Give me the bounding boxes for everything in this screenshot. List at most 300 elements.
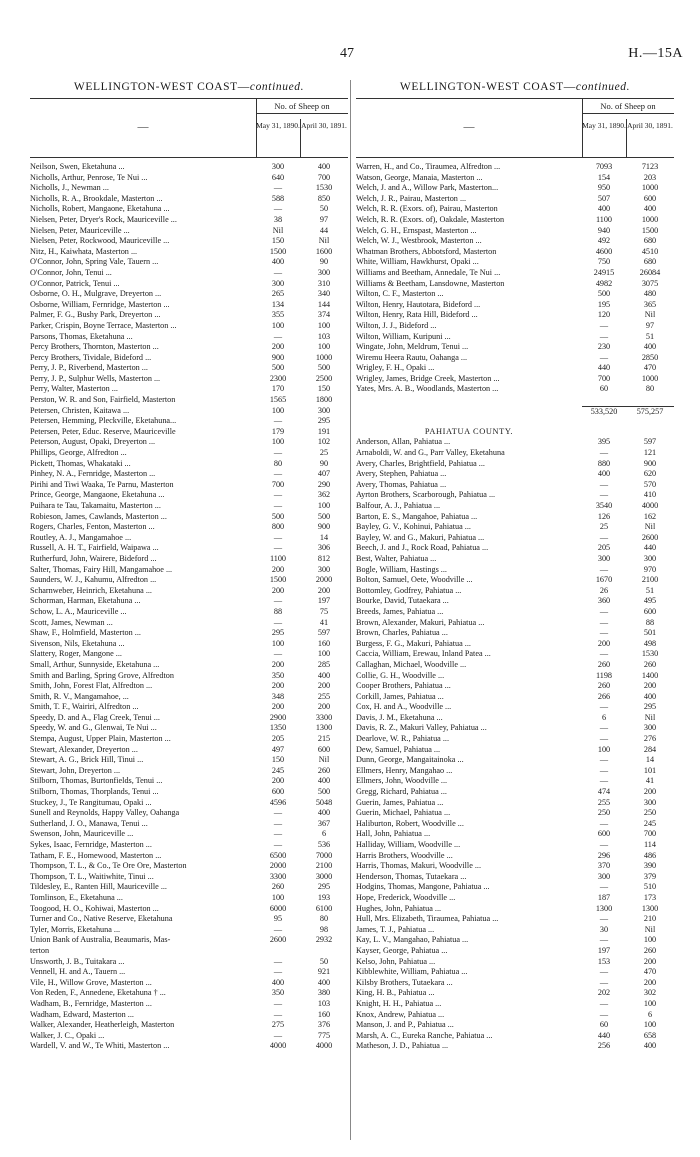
sheep-count-1891: 1000 (641, 373, 659, 383)
sheep-count-1891: 498 (643, 638, 657, 648)
owner-name: PAHIATUA COUNTY. (424, 426, 514, 436)
sheep-count-1890: 260 (597, 681, 611, 691)
sheep-count-1891: 495 (643, 596, 657, 606)
sheep-count-1891: 7000 (315, 850, 333, 860)
owner-name: Burgess, F. G., Makuri, Pahiatua ... (356, 638, 471, 648)
sheep-count-1890: 200 (271, 702, 285, 712)
sheep-count-1891: 98 (319, 924, 329, 934)
sheep-count-1891: 680 (643, 236, 657, 246)
section-heading (356, 427, 674, 438)
table-row (30, 851, 348, 862)
date-header-1891: April 30, 1891. (627, 121, 673, 130)
owner-name: Whatman Brothers, Abbotsford, Masterton (356, 246, 497, 256)
sheep-count-1890: 500 (271, 511, 285, 521)
sheep-count-1891: 80 (319, 914, 329, 924)
table-row (356, 480, 674, 491)
sheep-count-1891: 50 (319, 204, 329, 214)
sheep-count-1891: 470 (643, 363, 657, 373)
table-row (356, 448, 674, 459)
table-row (356, 268, 674, 279)
table-row (30, 957, 348, 968)
sheep-count-1891: 850 (317, 193, 331, 203)
sheep-count-1890: 440 (597, 363, 611, 373)
sheep-count-1891: 88 (645, 617, 655, 627)
table-row (356, 194, 674, 205)
table-row (30, 247, 348, 258)
table-row (356, 289, 674, 300)
table-row (30, 490, 348, 501)
sheep-count-1890: 4596 (269, 797, 287, 807)
table-row (30, 596, 348, 607)
sheep-count-1890: 200 (597, 638, 611, 648)
owner-name: Wiremu Heera Rautu, Oahanga ... (356, 352, 468, 362)
sheep-count-1891: 600 (317, 744, 331, 754)
table-row (30, 1041, 348, 1052)
sheep-count-1891: 410 (643, 490, 657, 500)
sheep-count-1890: 195 (597, 299, 611, 309)
owner-name: Prince, George, Mangaone, Eketahuna ... (30, 490, 165, 500)
owner-name: Wadham, B., Fernridge, Masterton ... (30, 998, 152, 1008)
sheep-count-1891: 4000 (641, 501, 659, 510)
owner-name: Rogers, Charles, Fenton, Masterton ... (30, 522, 155, 532)
table-row (30, 692, 348, 703)
table-row (356, 649, 674, 660)
sheep-count-1891: Nil (644, 712, 656, 722)
sheep-count-1890: 300 (597, 871, 611, 881)
table-row (356, 755, 674, 766)
table-row (30, 946, 348, 957)
owner-name: Wrigley, F. H., Opaki ... (356, 363, 435, 373)
owner-name: Salter, Thomas, Fairy Hill, Mangamahoe ... (30, 564, 173, 574)
sheep-count-1891: 193 (317, 892, 331, 902)
owner-name: Anderson, Allan, Pahiatua ... (356, 437, 451, 447)
sheep-count-1891: 1800 (315, 395, 333, 405)
owner-name: Hughes, John, Pahiatua ... (356, 903, 442, 913)
sheep-count-1891: 3300 (315, 712, 333, 722)
sheep-count-1890: — (599, 840, 609, 849)
table-row (30, 427, 348, 438)
sheep-count-1890: — (273, 501, 283, 510)
owner-name: Warren, H., and Co., Tiraumea, Alfredton ... (356, 162, 501, 171)
owner-name: Welch, J. R., Pairau, Masterton ... (356, 193, 467, 203)
sheep-count-1890: — (273, 956, 283, 966)
sheep-count-1891: 362 (317, 490, 331, 500)
sheep-count-1891: 14 (645, 755, 655, 765)
sheep-count-1890: — (599, 617, 609, 627)
sheep-count-1890: 256 (597, 1041, 611, 1051)
owner-name: Tildesley, E., Ranten Hill, Mauriceville ... (30, 882, 167, 892)
sheep-count-1890: — (273, 183, 283, 193)
table-row (356, 681, 674, 692)
owner-name: Welch, R. R. (Exors. of), Pairau, Masterton (356, 204, 498, 214)
sheep-count-1890: 1500 (269, 246, 287, 256)
owner-name: Sunell and Reynolds, Happy Valley, Oahanga (30, 808, 180, 818)
owner-name: Vennell, H. and A., Tauern ... (30, 967, 126, 977)
sheep-count-1891: 295 (643, 702, 657, 712)
owner-name: Sykes, Isaac, Fernridge, Masterton ... (30, 840, 152, 849)
table-row (30, 1031, 348, 1042)
sheep-count-1890: 200 (271, 659, 285, 669)
table-row (356, 522, 674, 533)
owner-name: Corkill, James, Pahiatua ... (356, 691, 444, 701)
owner-name: Gregg, Richard, Pahiatua ... (356, 787, 447, 797)
sheep-count-1890 (256, 946, 300, 957)
sheep-count-1890: — (273, 267, 283, 277)
sheep-count-1890: 3300 (269, 871, 287, 881)
date-header-1890: May 31, 1890. (256, 121, 300, 130)
sheep-count-1890: 400 (597, 469, 611, 479)
sheep-header: No. of Sheep on (582, 101, 674, 114)
owner-name: Scott, James, Newman ... (30, 617, 113, 627)
owner-name: James, T. J., Pahiatua ... (356, 924, 435, 934)
table-row (30, 554, 348, 565)
sheep-count-1891: 197 (317, 596, 331, 606)
table-row (30, 353, 348, 364)
sheep-count-1890: 30 (599, 924, 609, 934)
sheep-count-1890: — (599, 776, 609, 786)
table-row (356, 586, 674, 597)
owner-name: Avery, Stephen, Pahiatua ... (356, 469, 447, 479)
sheep-count-1891: 200 (317, 681, 331, 691)
owner-name: Kilsby Brothers, Tutaekara ... (356, 977, 453, 987)
table-row (356, 639, 674, 650)
date-header-1891: April 30, 1891. (301, 121, 347, 130)
table-row (30, 607, 348, 618)
owner-name: Brown, Charles, Pahiatua ... (356, 628, 448, 638)
sheep-count-1890: 245 (271, 765, 285, 775)
sheep-count-1890: 260 (271, 882, 285, 892)
owner-name: Petersen, Hemming, Pleckville, Eketahuna... (30, 416, 177, 426)
owner-name: Matheson, J. D., Pahiatua ... (356, 1041, 449, 1051)
owner-name (356, 416, 582, 427)
sheep-count-1891: 191 (317, 426, 331, 436)
sheep-count-1891: 400 (317, 977, 331, 987)
sheep-count-1890: 100 (597, 744, 611, 754)
table-row (356, 384, 674, 395)
owner-name: Nicholls, J., Newman ... (30, 183, 109, 193)
sheep-count-1890: 100 (271, 892, 285, 902)
sheep-count-1891: 2000 (315, 575, 333, 585)
sheep-count-1891: 812 (317, 553, 331, 563)
sheep-count-1891 (626, 416, 674, 427)
sheep-count-1890: 2900 (269, 712, 287, 722)
sheep-count-1890 (582, 427, 626, 438)
owner-name: Haliburton, Robert, Woodville ... (356, 818, 464, 828)
sheep-count-1891: 2932 (315, 935, 333, 945)
owner-name: Tatham, F. E., Homewood, Masterton ... (30, 850, 162, 860)
sheep-count-1891: 900 (317, 522, 331, 532)
table-row (30, 798, 348, 809)
sheep-count-1891: 260 (643, 945, 657, 955)
sheep-count-1890: 150 (271, 755, 285, 765)
table-row (356, 925, 674, 936)
owner-name: Nicholls, R. A., Brookdale, Masterton ... (30, 193, 163, 203)
owner-name: Stilborn, Thomas, Burtonfields, Tenui ... (30, 776, 163, 786)
table-row (356, 914, 674, 925)
owner-name: Williams & Beetham, Lansdowne, Masterton (356, 278, 505, 288)
table-row (356, 469, 674, 480)
table-row (30, 808, 348, 819)
owner-name: Wilton, Henry, Hautotara, Bideford ... (356, 299, 481, 309)
sheep-count-1890: 38 (273, 214, 283, 224)
sheep-count-1891: 90 (319, 458, 329, 468)
owner-name (356, 406, 582, 417)
sheep-count-1890: — (599, 734, 609, 744)
table-row (356, 310, 674, 321)
sheep-count-1890: 300 (271, 278, 285, 288)
owner-name: Speedy, D. and A., Flag Creek, Tenui ... (30, 712, 160, 722)
sheep-count-1890: 7093 (595, 162, 613, 171)
owner-name: Kibblewhite, William, Pahiatua ... (356, 967, 468, 977)
sheep-count-1890: 395 (597, 437, 611, 447)
table-row (356, 204, 674, 215)
table-row (356, 279, 674, 290)
owner-name: Collie, G. H., Woodville ... (356, 670, 445, 680)
sheep-count-1890: 150 (271, 236, 285, 246)
owner-name: Welch, W. J., Westbrook, Masterton ... (356, 236, 482, 246)
sheep-count-1891: 376 (317, 1020, 331, 1030)
table-row (30, 257, 348, 268)
sheep-count-1890: — (273, 532, 283, 542)
table-row (356, 173, 674, 184)
owner-name: Swenson, John, Mauriceville ... (30, 829, 134, 839)
sheep-count-1890: 350 (271, 988, 285, 998)
owner-name: Cox, H. and A., Woodville ... (356, 702, 452, 712)
sheep-count-1890: — (273, 469, 283, 479)
owner-name: Perry, J. P., Sulphur Wells, Masterton ... (30, 373, 161, 383)
table-row (356, 1031, 674, 1042)
table-row (356, 671, 674, 682)
sheep-count-1890: 1300 (595, 903, 613, 913)
sheep-count-1890: 179 (271, 426, 285, 436)
sheep-count-1891: 1600 (315, 246, 333, 256)
sheep-count-1890: 126 (597, 511, 611, 521)
table-row (30, 289, 348, 300)
table-row (30, 988, 348, 999)
sheep-count-1890: — (273, 924, 283, 934)
sheep-count-1891: 407 (317, 469, 331, 479)
table-row (356, 660, 674, 671)
owner-name: Stempa, August, Upper Plain, Masterton ... (30, 734, 171, 744)
sheep-count-1891: 160 (317, 638, 331, 648)
owner-name: White, William, Hawkhurst, Opaki ... (356, 257, 479, 267)
sheep-count-1890: — (599, 765, 609, 775)
sheep-count-1891: 2500 (315, 373, 333, 383)
sheep-count-1890: 1500 (269, 575, 287, 585)
sheep-count-1891: 144 (317, 299, 331, 309)
owner-name: Guerin, Michael, Pahiatua ... (356, 808, 451, 818)
owner-name: Wardell, V. and W., Te Whiti, Masterton ... (30, 1041, 170, 1051)
sheep-count-1890: 205 (597, 543, 611, 553)
owner-name: Smith, John, Forest Flat, Alfredton ... (30, 681, 153, 691)
sheep-count-1890: 300 (271, 162, 285, 171)
sheep-count-1890: — (599, 935, 609, 945)
sheep-count-1890: — (599, 606, 609, 616)
sheep-count-1890: 500 (597, 289, 611, 299)
owner-name: Stewart, Alexander, Dreyerton ... (30, 744, 138, 754)
sheep-count-1891: 97 (319, 214, 329, 224)
sheep-count-1891: 1000 (315, 352, 333, 362)
owner-name: Robieson, James, Cawlands, Masterton ... (30, 511, 167, 521)
sheep-count-1890: 400 (271, 257, 285, 267)
sheep-count-1891: 365 (643, 299, 657, 309)
sheep-count-1890: 360 (597, 596, 611, 606)
owner-name: Welch, R. R. (Exors. of), Oakdale, Masterton (356, 214, 505, 224)
sheep-count-1890: — (273, 649, 283, 659)
right-column (356, 80, 674, 1052)
table-row (356, 935, 674, 946)
table-row (356, 618, 674, 629)
table-row (356, 872, 674, 883)
sheep-count-1890: — (273, 490, 283, 500)
table-row (30, 628, 348, 639)
owner-name: Knox, Andrew, Pahiatua ... (356, 1009, 445, 1019)
table-row (356, 851, 674, 862)
owner-name: Davis, R. Z., Makuri Valley, Pahiatua ... (356, 723, 487, 733)
sheep-count-1890: 588 (271, 193, 285, 203)
table-row (356, 957, 674, 968)
sheep-count-1891: 284 (643, 744, 657, 754)
sheep-count-1891: 510 (643, 882, 657, 892)
owner-name: Perry, J. P., Riverbend, Masterton ... (30, 363, 148, 373)
owner-name: Bourke, David, Tutaekara ... (356, 596, 449, 606)
owner-name: O'Connor, John, Tenui ... (30, 267, 112, 277)
sheep-count-1891: 300 (643, 797, 657, 807)
table-row (356, 533, 674, 544)
sheep-count-1890: 24915 (593, 267, 615, 277)
table-row (30, 734, 348, 745)
table-row (356, 321, 674, 332)
table-row (30, 702, 348, 713)
table-row (356, 1010, 674, 1021)
owner-name: Bayley, W. and G., Makuri, Pahiatua ... (356, 532, 485, 542)
table-row (356, 702, 674, 713)
sheep-count-1891: 25 (319, 448, 329, 458)
sheep-count-1891: 480 (643, 289, 657, 299)
sheep-count-1890: 350 (271, 670, 285, 680)
sheep-count-1891: 300 (643, 553, 657, 563)
owner-name: Rutherfurd, John, Wairere, Bideford ... (30, 553, 157, 563)
sheep-count-1890: 88 (273, 606, 283, 616)
table-row (30, 787, 348, 798)
table-row (356, 861, 674, 872)
owner-name: Marsh, A. C., Eureka Ranche, Pahiatua ... (356, 1030, 493, 1040)
table-row (356, 332, 674, 343)
sheep-count-1891: 1300 (641, 903, 659, 913)
owner-name: Unsworth, J. B., Tuitakara ... (30, 956, 125, 966)
table-row (30, 925, 348, 936)
owner-name: Routley, A. J., Mangamahoe ... (30, 532, 132, 542)
sheep-count-1891: 597 (643, 437, 657, 447)
owner-name: Thompson, T. L., & Co., Te Ore Ore, Masterton (30, 861, 187, 871)
owner-name: Union Bank of Australia, Beaumaris, Mas- (30, 935, 171, 945)
sheep-count-1891: 600 (643, 606, 657, 616)
sheep-count-1891: 80 (645, 384, 655, 394)
table-row (356, 882, 674, 893)
sheep-count-1891: 210 (643, 914, 657, 924)
owner-name: Tomlinson, E., Eketahuna ... (30, 892, 123, 902)
sheep-count-1890: Nil (272, 225, 284, 235)
sheep-count-1891: 310 (317, 278, 331, 288)
sheep-count-1891: 400 (643, 1041, 657, 1051)
owner-name: Toogood, H. O., Kohiwai, Masterton ... (30, 903, 159, 913)
sheep-count-1891: 500 (317, 363, 331, 373)
table-header (356, 98, 674, 158)
sheep-count-1890: 205 (271, 734, 285, 744)
sheep-count-1890: — (599, 320, 609, 330)
sheep-count-1890: — (599, 998, 609, 1008)
sheep-count-1891: 121 (643, 448, 657, 458)
sheep-count-1890: 600 (271, 787, 285, 797)
sheep-count-1891: 100 (317, 501, 331, 510)
owner-name: Nielsen, Peter, Dryer's Rock, Mauriceville ... (30, 214, 177, 224)
sheep-count-1891: 75 (319, 606, 329, 616)
owner-name: Percy Brothers, Tividale, Bideford ... (30, 352, 152, 362)
sheep-count-1890: 507 (597, 193, 611, 203)
sheep-count-1890: 880 (597, 458, 611, 468)
sheep-count-1891: 160 (317, 1009, 331, 1019)
sheep-count-1890: — (273, 596, 283, 606)
sheep-count-1891: 500 (317, 787, 331, 797)
sheep-count-1890: — (273, 543, 283, 553)
sheep-count-1890 (582, 416, 626, 427)
sheep-count-1891: 440 (643, 543, 657, 553)
owner-name: Ellmers, Henry, Mangahao ... (356, 765, 453, 775)
sheep-count-1890: — (599, 628, 609, 638)
sheep-count-1890: — (273, 829, 283, 839)
name-column-header: — (463, 121, 475, 133)
table-row (30, 268, 348, 279)
sheep-count-1891 (626, 427, 674, 438)
sheep-count-1890: 200 (271, 564, 285, 574)
sheep-count-1890: 950 (597, 183, 611, 193)
sheep-count-1891: 200 (317, 585, 331, 595)
table-row (356, 999, 674, 1010)
sheep-count-1891: 367 (317, 818, 331, 828)
sheep-count-1890: 60 (599, 384, 609, 394)
table-row (356, 798, 674, 809)
sheep-count-1890: — (599, 649, 609, 659)
owner-name: Nicholls, Arthur, Penrose, Te Nui ... (30, 172, 148, 182)
sheep-count-1891: 900 (643, 458, 657, 468)
table-row (30, 300, 348, 311)
sheep-count-1891: 100 (317, 320, 331, 330)
sheep-count-1890 (582, 395, 626, 406)
sheep-count-1890: 300 (597, 553, 611, 563)
table-row (356, 904, 674, 915)
sheep-count-1890: 474 (597, 787, 611, 797)
table-row (356, 692, 674, 703)
column-title: WELLINGTON-WEST COAST—continued. (73, 81, 305, 93)
sheep-count-1891: 300 (317, 564, 331, 574)
sheep-count-1890: — (599, 479, 609, 489)
sheep-count-1890: 700 (597, 373, 611, 383)
table-row (356, 342, 674, 353)
owner-name: Kelso, John, Pahiatua ... (356, 956, 436, 966)
total-row (356, 406, 674, 417)
owner-name: O'Connor, John, Spring Vale, Tauern ... (30, 257, 159, 267)
table-row (30, 321, 348, 332)
sheep-count-1890: 1670 (595, 575, 613, 585)
owner-name: Small, Arthur, Sunnyside, Eketahuna ... (30, 659, 160, 669)
owner-name: Petersen, Peter, Educ. Reserve, Mauriceville (30, 426, 176, 436)
table-row (30, 204, 348, 215)
owner-name: Ayrton Brothers, Scarborough, Pahiatua ... (356, 490, 496, 500)
sheep-count-1891: 700 (317, 172, 331, 182)
sheep-count-1890: 2300 (269, 373, 287, 383)
sheep-count-1891: 390 (643, 861, 657, 871)
sheep-count-1891: 245 (643, 818, 657, 828)
